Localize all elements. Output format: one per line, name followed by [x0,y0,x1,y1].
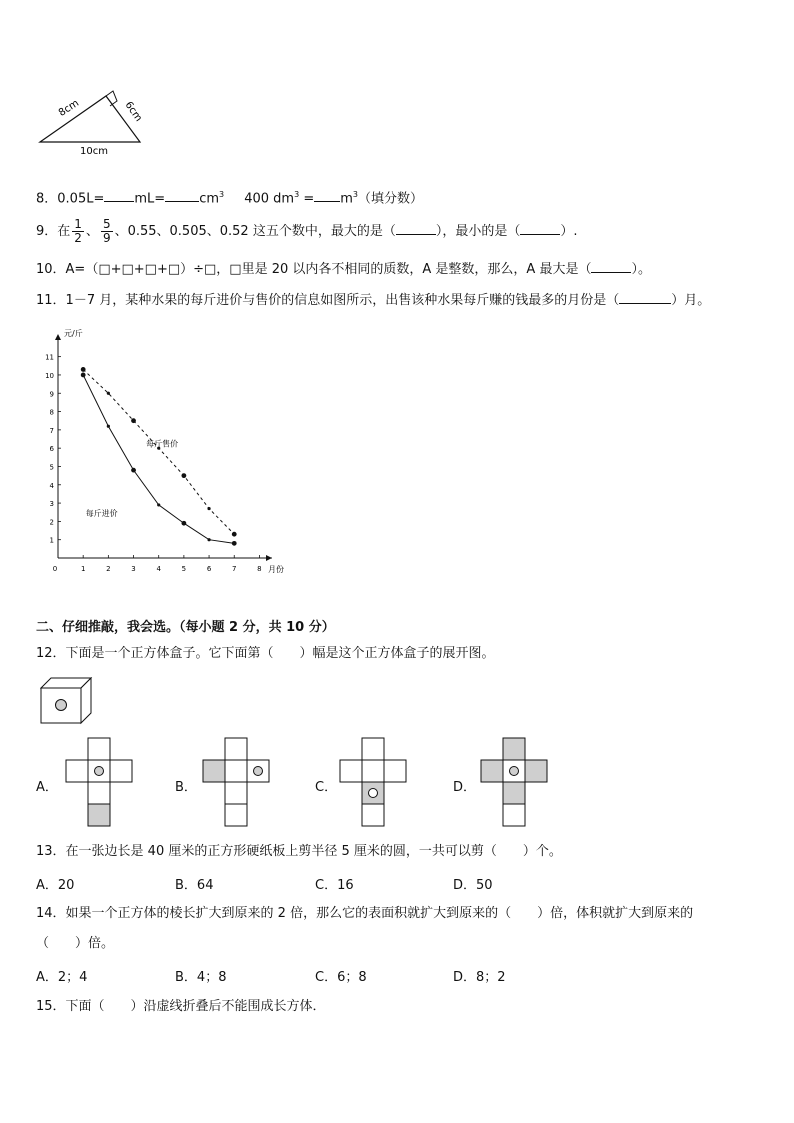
price-line-chart [30,322,300,577]
series-label-cost: 每斤进价 [85,508,118,518]
triangle-side-b: 6cm [122,99,144,124]
question-14-line-1: 14．如果一个正方体的棱长扩大到原来的 2 倍，那么它的表面积就扩大到原来的（ ）倍，体积就扩大到原来的 [36,906,694,921]
y-tick-label: 5 [49,463,54,472]
y-axis-label: 元/斤 [64,329,83,338]
x-tick-label: 3 [131,565,136,573]
x-tick-label: 4 [156,565,161,573]
question-10: 10．A=（□+□+□+□）÷□，□里是 20 以内各不相同的质数，A 是整数，那么，A 最大是（ ）。 [36,259,651,279]
x-axis-label: 月份 [268,565,284,574]
q14-option-b[interactable]: B．4；8 [175,970,227,985]
cube-box-figure [40,677,94,725]
x-tick-label: 8 [257,565,262,573]
sale-point [181,473,186,478]
q11-blank[interactable] [619,290,671,304]
net-b [201,737,273,829]
q14-option-a[interactable]: A．2；4 [36,970,88,985]
net-c [338,737,410,829]
net-a [64,737,136,829]
q13-option-d[interactable]: D．50 [453,878,493,893]
x-axis-arrow [266,555,272,561]
q9-blank-max[interactable] [396,221,436,235]
q13-option-a[interactable]: A．20 [36,878,75,893]
y-tick-label: 4 [49,481,54,490]
x-tick-label: 6 [206,565,212,573]
y-tick-label: 9 [49,390,54,399]
sale-point [107,392,110,395]
y-tick-label: 11 [45,353,54,362]
y-tick-label: 1 [49,536,54,545]
x-tick-label: 2 [106,565,111,573]
cost-point [81,373,86,378]
sale-point [207,507,210,510]
fraction-1-2: $\frac{1}{2}$ [74,217,82,245]
q14-option-c[interactable]: C．6；8 [315,970,367,985]
question-8: 8．$0.05L= mL= cm^3$ 400 $dm^3 = m^3$（填分数） [36,190,424,207]
q8-blank-1[interactable] [104,188,134,202]
sale-point [232,532,237,537]
sale-point [131,418,136,423]
y-tick-label: 8 [49,408,54,417]
cost-point [157,503,160,506]
cost-point [181,521,186,526]
x-tick-label: 1 [80,565,86,573]
x-tick-label: 7 [232,565,237,573]
question-15: 15．下面（ ）沿虚线折叠后不能围成长方体． [36,999,326,1014]
series-line-cost-price [83,375,234,543]
fraction-5-9: $\frac{5}{9}$ [102,217,111,245]
y-tick-label: 6 [49,445,54,454]
question-12: 12．下面是一个正方体盒子。它下面第（ ）幅是这个正方体盒子的展开图。 [36,646,495,661]
cost-point [131,468,136,473]
y-tick-label: 7 [49,426,54,435]
q12-option-a[interactable]: A． [36,780,58,795]
series-label-sale: 每斤售价 [146,439,179,449]
cost-point [232,541,237,546]
y-axis-arrow [55,334,61,340]
net-d [479,737,551,829]
q14-option-d[interactable]: D．8；2 [453,970,506,985]
sale-point [81,367,86,372]
x-tick-label: 5 [181,565,187,573]
q13-option-c[interactable]: C．16 [315,878,354,893]
q12-option-b[interactable]: B． [175,780,197,795]
cost-point [207,538,210,541]
section-2-title: 二、仔细推敲，我会选。（每小题 2 分，共 10 分） [36,620,335,635]
triangle-figure [34,88,154,158]
question-9: 9．在 $\frac{1}{2}$ 、 $\frac{5}{9}$ 、0.55、0.505、0.52 这五个数中，最大的是（ ），最小的是（ ）. [36,217,578,245]
q8-blank-2[interactable] [165,188,199,202]
x-tick-label: 0 [52,565,58,573]
q13-option-b[interactable]: B．64 [175,878,214,893]
q8-blank-3[interactable] [314,188,340,202]
y-tick-label: 3 [49,500,54,509]
cost-point [107,425,110,428]
question-11: 11．1－7 月，某种水果的每斤进价与售价的信息如图所示，出售该种水果每斤赚的钱最多的月份是（ ）月。 [36,290,710,310]
q12-option-c[interactable]: C． [315,780,338,795]
y-tick-label: 10 [45,371,54,380]
question-13: 13．在一张边长是 40 厘米的正方形硬纸板上剪半径 5 厘米的圆，一共可以剪（ ）个。 [36,844,562,859]
triangle-side-a: 8cm [56,97,82,119]
q12-option-d[interactable]: D． [453,780,477,795]
question-14-line-2: （ ）倍。 [36,936,115,951]
q9-blank-min[interactable] [520,221,560,235]
y-tick-label: 2 [49,518,54,527]
q10-blank[interactable] [591,259,631,273]
triangle-side-c: 10cm [80,146,108,157]
